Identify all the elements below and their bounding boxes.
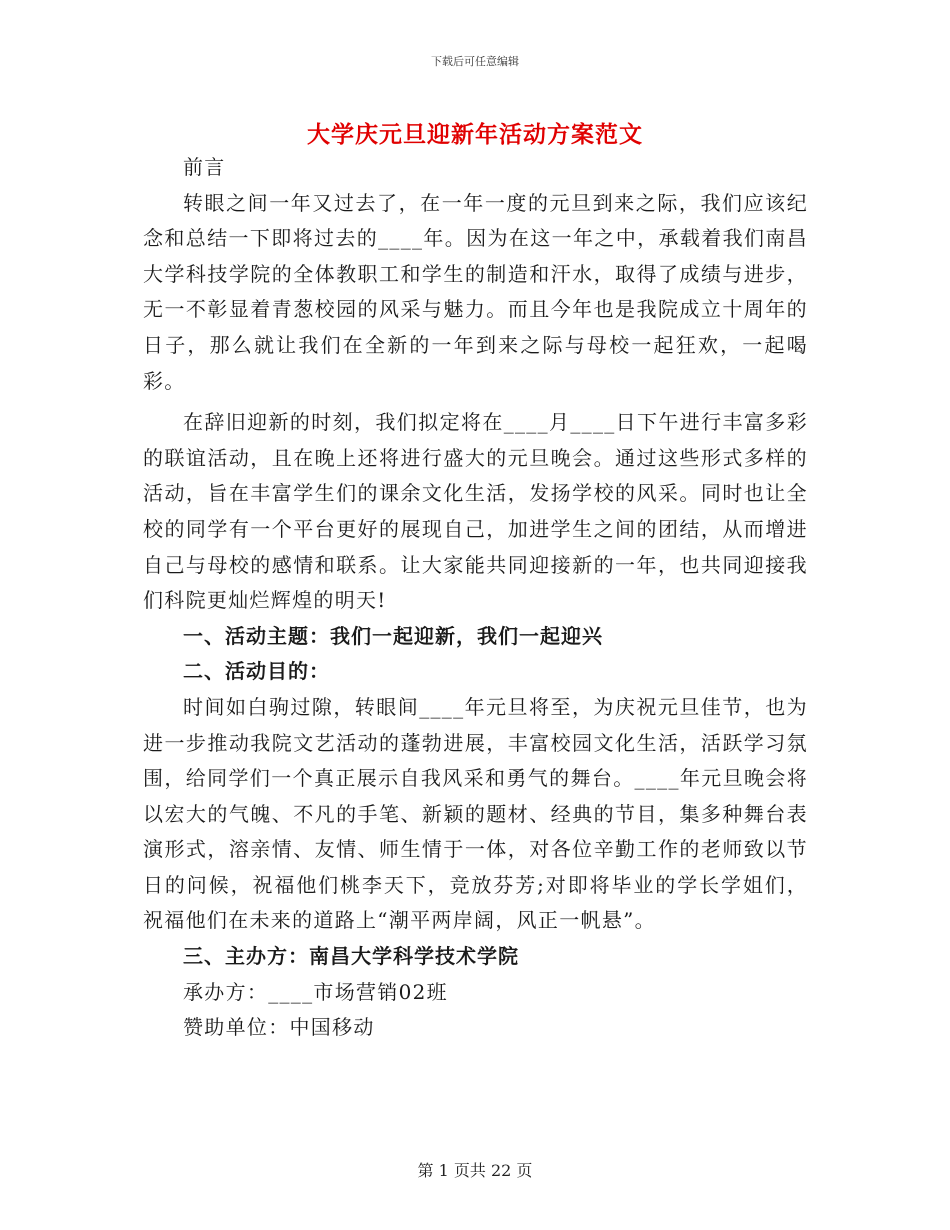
document-body <box>143 150 808 1046</box>
organizer-line: 承办方：____市场营销02班 <box>183 979 448 1004</box>
paragraph-intro: 转眼之间一年又过去了，在一年一度的元旦到来之际，我们应该纪念和总结一下即将过去的____年。因为在这一年之中，承载着我们南昌大学科技学院的全体教职工和学生的制造和汗水，取得了成绩与进步，无一不彰显着青葱校园的风采与魅力。而且今年也是我院成立十周年的日子，那么就让我们在全新的一年到来之际与母校一起狂欢，一起喝彩。 <box>143 190 808 393</box>
section-heading-host: 三、主办方：南昌大学科学技术学院 <box>183 944 519 969</box>
document-title: 大学庆元旦迎新年活动方案范文 <box>307 121 643 148</box>
sponsor-line: 赞助单位：中国移动 <box>183 1015 375 1040</box>
paragraph-plan: 在辞旧迎新的时刻，我们拟定将在____月____日下午进行丰富多彩的联谊活动，且在晚上还将进行盛大的元旦晚会。通过这些形式多样的活动，旨在丰富学生们的课余文化生活，发扬学校的风采。同时也让全校的同学有一个平台更好的展现自己，加进学生之间的团结，从而增进自己与母校的感情和联系。让大家能共同迎接新的一年，也共同迎接我们科院更灿烂辉煌的明天! <box>143 410 808 613</box>
paragraph-purpose: 时间如白驹过隙，转眼间____年元旦将至，为庆祝元旦佳节，也为进一步推动我院文艺活动的蓬勃进展，丰富校园文化生活，活跃学习氛围，给同学们一个真正展示自我风采和勇气的舞台。____年元旦晚会将以宏大的气魄、不凡的手笔、新颖的题材、经典的节目，集多种舞台表演形式，溶亲情、友情、师生情于一体，对各位辛勤工作的老师致以节日的问候，祝福他们桃李天下，竞放芬芳;对即将毕业的学长学姐们，祝福他们在未来的道路上“潮平两岸阔，风正一帆悬”。 <box>143 694 808 933</box>
preface-label: 前言 <box>183 155 226 179</box>
section-heading-theme: 一、活动主题：我们一起迎新，我们一起迎兴 <box>183 623 603 648</box>
page-footer: 第 1 页共 22 页 <box>417 1161 533 1180</box>
header-note: 下载后可任意编辑 <box>431 55 519 68</box>
section-heading-purpose: 二、活动目的： <box>183 659 330 684</box>
